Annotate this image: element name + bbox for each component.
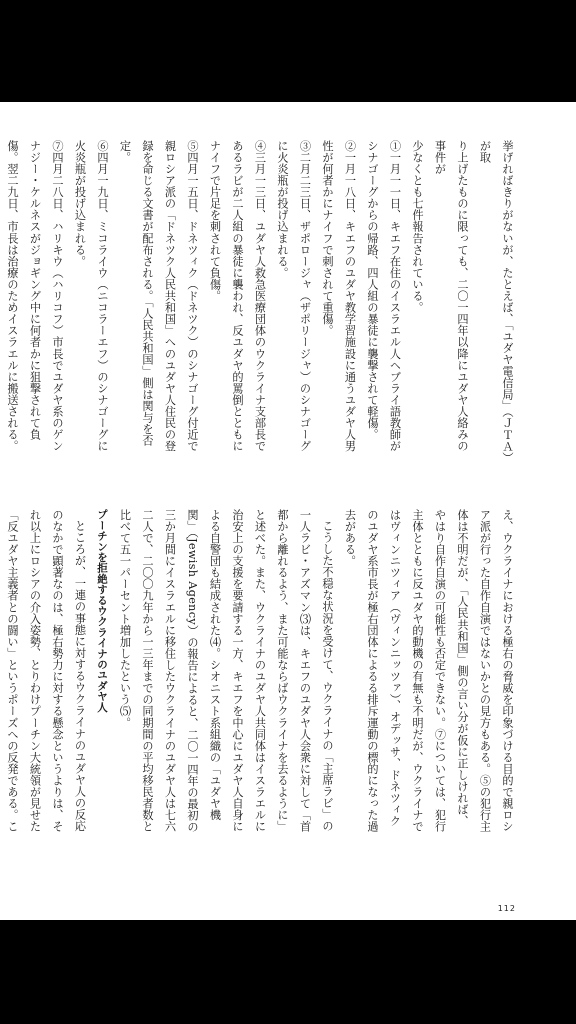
incident-item: ③二月二三日、ザポロージャ（ザポリージャ）のシナゴーグに火炎瓶が投げ込まれる。 [276,140,312,452]
body-paragraph: ところが、一連の事態に対するウクライナのユダヤ人の反応のなかで顕著なのは、極右勢力に対する懸念というよりは、それ以上にロシアの介入姿勢、とりわけプーチン大統領が見せた「反ユダヤ主義者との闘い」というポーズへの反発である。こ [6,509,87,833]
incident-item: ⑦四月二八日、ハリキウ（ハリコフ）市長でユダヤ系のゲンナジー・ケルネスがジョギング中に何者かに狙撃されて負傷。翌二九日、市長は治療のためイスラエルに搬送される。 [6,140,64,452]
intro-line: 挙げればきりがないが、たとえば、「ユダヤ電信局」（ＪＴＡ）が取 [478,140,514,459]
section-heading: プーチンを拒絶するウクライナのユダヤ人 [96,509,108,713]
lower-text-block [6,509,518,834]
closing-paragraph [0,140,1,462]
body-paragraph: こうした不穏な状況を受けて、ウクライナの「主席ラビ」の一人ラビ・アズマン⑶は、キエフのユダヤ人会衆に対して「首都から離れるよう、また可能ならばウクライナを去るように」と述べた。また、ウクライナのユダヤ人共同体はイスラエルに治安上の支援を要請する一方、キエフを中心にユダヤ人自身による自警団も結成された⑷。シオニスト系組織の「ユダヤ機関」（Jewish Agency）の報告によると、二〇一四年の最初の三か月間にイスラエルに移住したウクライナのユダヤ人は七六二人で、二〇〇九年から一三年までの同期間の平均移民者数と比べて五一パーセント増加したという⑸。 [118,509,334,833]
incident-item: ⑥四月一九日、ミコライウ（ニコラーエフ）のシナゴーグに火炎瓶が投げ込まれる。 [73,140,109,452]
intro-line: 少なくとも七件報告されている。 [411,140,424,314]
incident-item: ①一月一一日、キエフ在住のイスラエル人ヘブライ語教師がシナゴーグからの帰路、四人組の暴徒に襲撃されて軽傷。 [366,140,402,452]
page-number: 112 [497,904,516,913]
incident-item: ⑤四月一五日、ドネツィク（ドネツク）のシナゴーグ付近で親ロシア派の「ドネツク人民共和国」へのユダヤ人住民の登録を命じる文書が配布される。「人民共和国」側は関与を否定。 [118,140,199,452]
book-page [0,102,576,920]
body-paragraph: え、ウクライナにおける極右の脅威を印象づける目的で親ロシア派が行った自作自演ではないかとの見方もある。⑤の犯行主体は不明だが、「人民共和国」側の言い分が仮に正しければ、やはり自作自演の可能性も否定できない。⑦については、犯行主体とともに反ユダヤ的動機の有無も不明だが、ウクライナではヴィンニツィア（ヴィンニッツァ）、オデッサ、ドネツィクのユダヤ系市長が極右団体によるる排斥運動の標的になった過去がある。 [343,509,514,833]
intro-line: り上げたものに限っても、二〇一四年以降にユダヤ人絡みの事件が [433,140,469,452]
incident-item: ④三月一三日、ユダヤ人救急医療団体のウクライナ支部長であるラビが二人組の暴徒に襲われ、反ユダヤ的罵倒とともにナイフで片足を刺されて負傷。 [208,140,267,452]
upper-text-block [6,140,518,462]
incident-item: ②一月一八日、キエフのユダヤ教学習施設に通うユダヤ人男性が何者かにナイフで刺されて重傷。 [321,140,357,452]
